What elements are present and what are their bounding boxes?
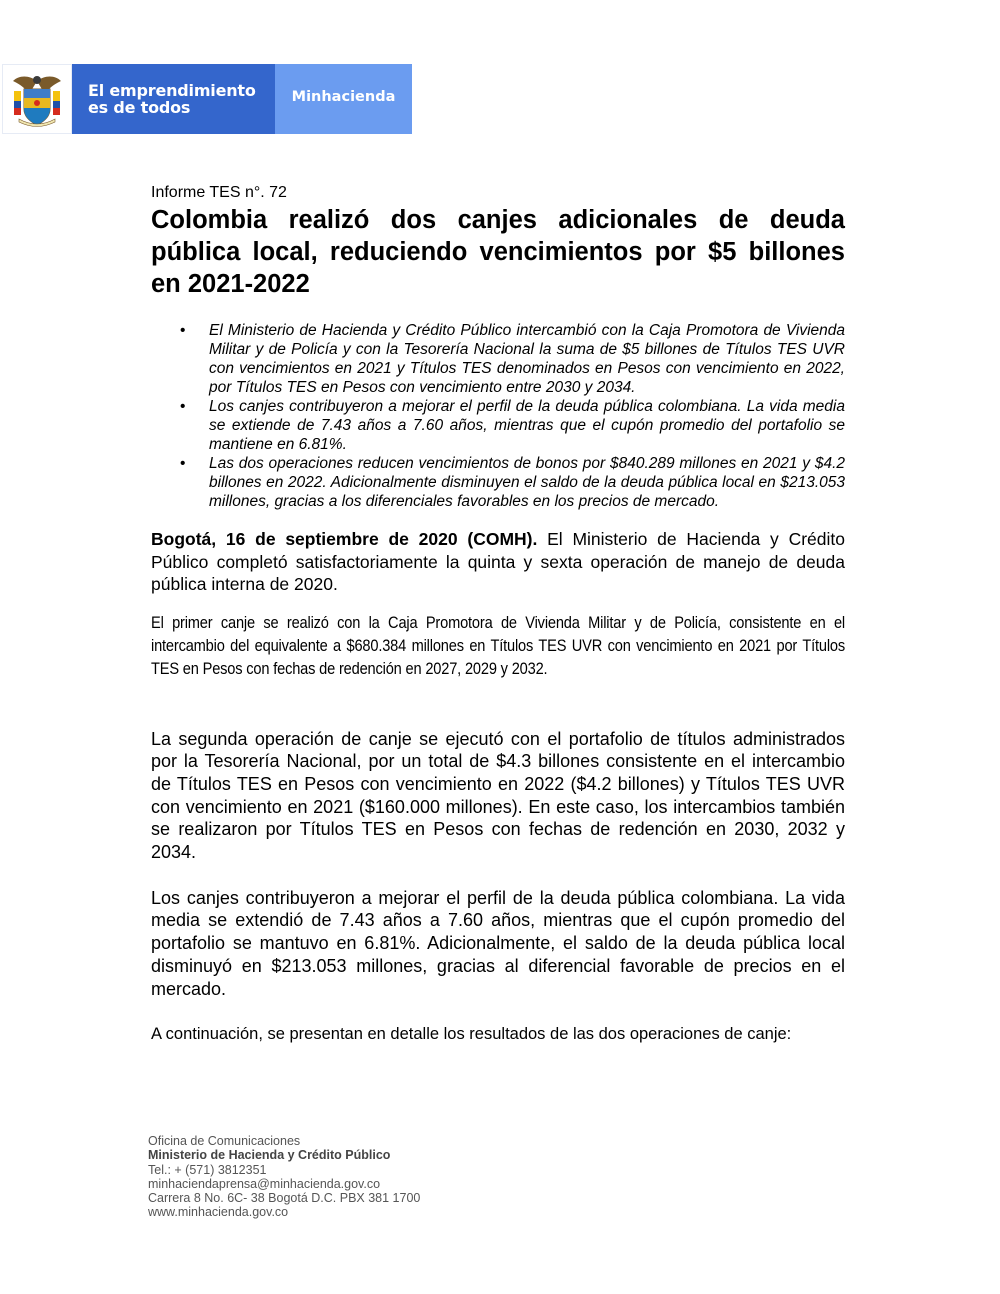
footer-website: www.minhacienda.gov.co: [148, 1205, 289, 1220]
paragraph-second-swap: La segunda operación de canje se ejecutó con el portafolio de títulos administrados por la Tesorería Nacional, por un total de $4.3 billones consistente en el intercambio de Títulos TES en Pesos con vencimiento en 2022 ($4.2 billones) y Títulos TES UVR con vencimiento en 2021 ($160.000 millones). En este caso, los intercambios también se realizaron por Títulos TES en Pesos con fechas de redención en 2030, 2032 y 2034.: [151, 728, 845, 863]
footer-office: Oficina de Comunicaciones: [148, 1134, 301, 1148]
seal-container: [2, 64, 72, 134]
paragraph-results: Los canjes contribuyeron a mejorar el perfil de la deuda pública colombiana. La vida media se extendió de 7.43 años a 7.60 años, mientras que el cupón promedio del portafolio se mantuvo en 6.81%. Adicionalmente, el saldo de la deuda pública local disminuyó en $213.053 millones, gracias al diferencial favorable de precios en el mercado.: [151, 887, 845, 999]
paragraph-first-swap: El primer canje se realizó con la Caja Promotora de Vivienda Militar y de Policía, consistente en el intercambio del equivalente a $680.384 millones en Títulos TES UVR con vencimiento en 2021 por Títulos TES en Pesos con fechas de redención en 2027, 2029 y 2032.: [151, 612, 846, 678]
highlight-item: • Los canjes contribuyeron a mejorar el perfil de la deuda pública colombiana. La vida media se extiende de 7.43 años a 7.60 años, mientras que el cupón promedio del portafolio se mantiene en 6.81%.: [209, 397, 845, 454]
highlight-item: • El Ministerio de Hacienda y Crédito Público intercambió con la Caja Promotora de Vivienda Militar y de Policía y con la Tesorería Nacional la suma de $5 billones de Títulos TES UVR con vencimientos en 2021 y Títulos TES denominados en Pesos con vencimiento en 2022, por Títulos TES en Pesos con vencimiento entre 2030 y 2034.: [209, 321, 845, 397]
footer-email: minhaciendaprensa@minhacienda.gov.co: [148, 1176, 381, 1191]
slogan-block: [72, 64, 275, 134]
highlight-item: • Las dos operaciones reducen vencimientos de bonos por $840.289 millones en 2021 y $4.2 billones en 2022. Adicionalmente disminuyen el saldo de la deuda pública local en $213.053 millones, gracias a los diferenciales favorables en los precios de mercado.: [209, 454, 845, 511]
footer-contact: [148, 1134, 420, 1220]
colombia-coat-of-arms-icon: [11, 71, 63, 127]
brand-block: [275, 64, 412, 134]
footer-phone: Tel.: + (571) 3812351: [148, 1162, 267, 1177]
slogan-line-1: El emprendimiento: [88, 81, 256, 100]
paragraph-intro: [151, 528, 845, 596]
header-banner: [2, 64, 412, 134]
intro-text: El Ministerio de Hacienda y Crédito Público completó satisfactoriamente la quinta y sexta operación de manejo de deuda pública interna de 2020.: [151, 529, 845, 594]
slogan-line-2: es de todos: [88, 98, 191, 117]
document-body: [151, 183, 845, 1044]
footer-ministry: Ministerio de Hacienda y Crédito Público: [148, 1148, 391, 1163]
paragraph-details-intro: A continuación, se presentan en detalle los resultados de las dos operaciones de canje:: [151, 1025, 792, 1044]
highlights-list: [151, 321, 845, 511]
footer-address: Carrera 8 No. 6C- 38 Bogotá D.C. PBX 381 1700: [148, 1191, 421, 1206]
brand-name: Minhacienda: [291, 89, 396, 105]
headline: Colombia realizó dos canjes adicionales de deuda pública local, reduciendo vencimientos por $5 billones en 2021-2022: [151, 206, 845, 298]
dateline: Bogotá, 16 de septiembre de 2020 (COMH).: [151, 529, 538, 549]
report-number: Informe TES n°. 72: [151, 184, 287, 201]
